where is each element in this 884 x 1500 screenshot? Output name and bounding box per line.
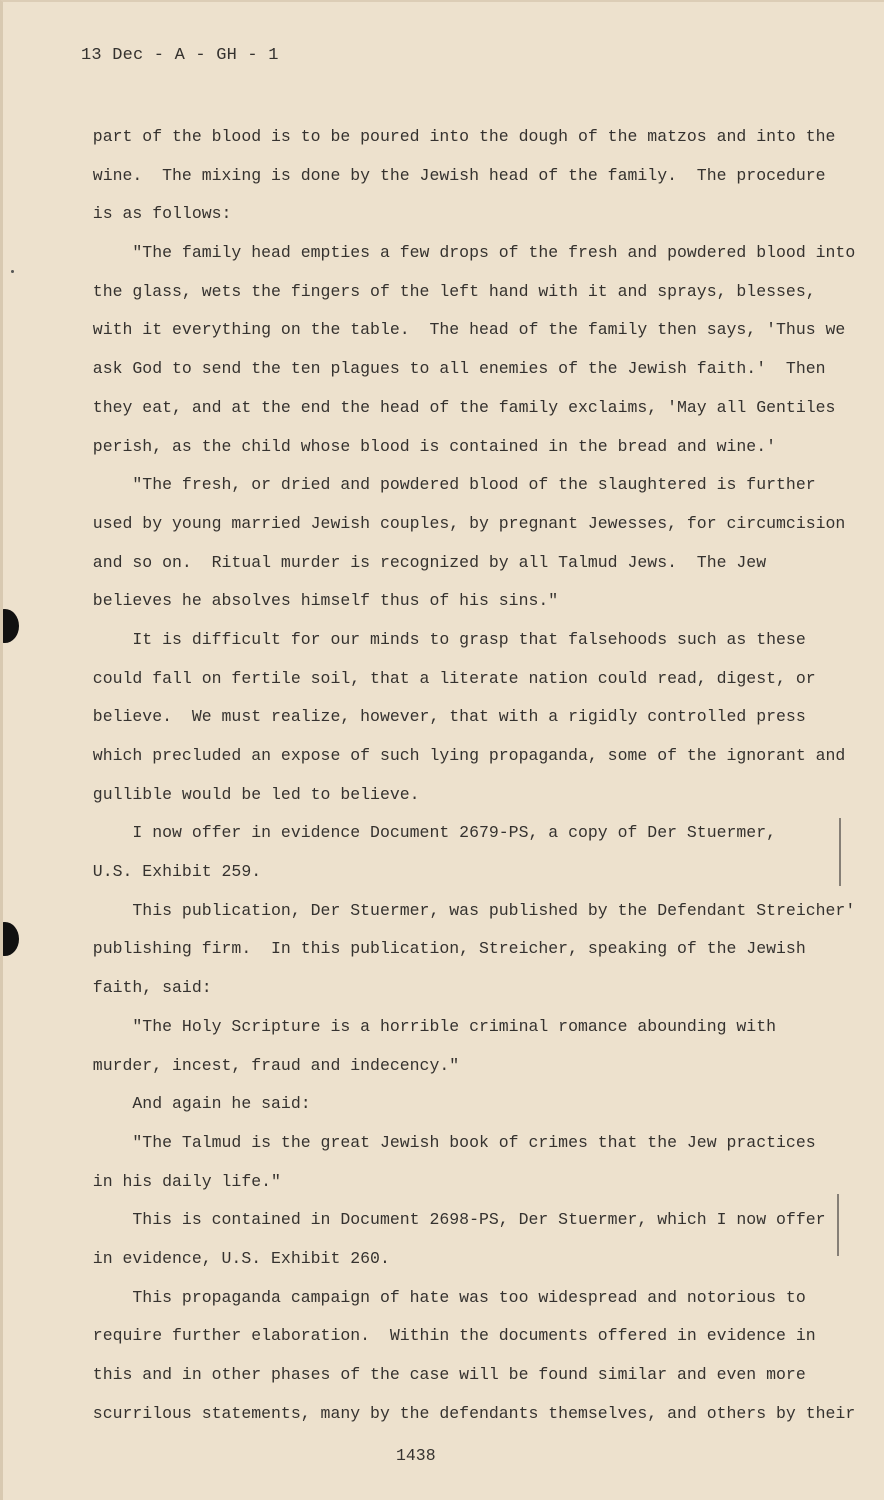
- text-line: "The Talmud is the great Jewish book of crimes that the Jew practices: [73, 1132, 816, 1152]
- text-line: in his daily life.": [73, 1171, 281, 1191]
- text-line: U.S. Exhibit 259.: [73, 862, 262, 882]
- text-line: wine. The mixing is done by the Jewish head of the family. The procedure: [73, 165, 826, 185]
- text-line: which precluded an expose of such lying propaganda, some of the ignorant and: [73, 746, 846, 765]
- page-number: 1438: [396, 1446, 436, 1465]
- text-line: This propaganda campaign of hate was too widespread and notorious to: [73, 1287, 806, 1307]
- margin-mark-upper: [839, 818, 841, 886]
- text-line: is as follows:: [73, 204, 232, 224]
- text-line: faith, said:: [73, 978, 212, 998]
- text-line: This is contained in Document 2698-PS, Der Stuermer, which I now offer: [73, 1210, 826, 1230]
- paper-speck: [11, 270, 14, 273]
- text-line: This publication, Der Stuermer, was published by the Defendant Streicher': [73, 900, 856, 920]
- margin-mark-lower: [837, 1194, 839, 1256]
- text-line: perish, as the child whose blood is contained in the bread and wine.': [73, 436, 777, 456]
- text-line: It is difficult for our minds to grasp that falsehoods such as these: [73, 629, 806, 649]
- text-line: with it everything on the table. The head of the family then says, 'Thus we: [73, 320, 846, 340]
- text-line: require further elaboration. Within the documents offered in evidence in: [73, 1326, 816, 1346]
- text-line: they eat, and at the end the head of the family exclaims, 'May all Gentiles: [73, 397, 836, 417]
- page-header: 13 Dec - A - GH - 1: [81, 46, 279, 65]
- text-line: could fall on fertile soil, that a literate nation could read, digest, or: [73, 668, 816, 688]
- text-line: murder, incest, fraud and indecency.": [73, 1055, 460, 1075]
- text-line: in evidence, U.S. Exhibit 260.: [73, 1248, 390, 1268]
- text-line: gullible would be led to believe.: [73, 784, 420, 804]
- text-line: publishing firm. In this publication, Streicher, speaking of the Jewish: [73, 939, 806, 959]
- text-line: "The Holy Scripture is a horrible criminal romance abounding with: [73, 1016, 777, 1036]
- text-line: the glass, wets the fingers of the left hand with it and sprays, blesses,: [73, 281, 816, 301]
- text-line: and so on. Ritual murder is recognized by all Talmud Jews. The Jew: [73, 552, 767, 572]
- punch-hole-upper: [0, 609, 19, 643]
- text-line: believes he absolves himself thus of his sins.": [73, 591, 559, 611]
- punch-hole-lower: [0, 922, 19, 956]
- text-line: And again he said:: [73, 1094, 311, 1114]
- text-line: I now offer in evidence Document 2679-PS, a copy of Der Stuermer,: [73, 823, 777, 843]
- text-line: scurrilous statements, many by the defendants themselves, and others by their: [73, 1403, 856, 1423]
- text-line: part of the blood is to be poured into the dough of the matzos and into the: [73, 127, 836, 146]
- text-line: this and in other phases of the case will be found similar and even more: [73, 1365, 806, 1384]
- document-body: [73, 118, 856, 1433]
- text-line: believe. We must realize, however, that with a rigidly controlled press: [73, 707, 806, 727]
- text-line: "The fresh, or dried and powdered blood of the slaughtered is further: [73, 475, 816, 495]
- text-line: used by young married Jewish couples, by pregnant Jewesses, for circumcision: [73, 513, 846, 533]
- text-line: "The family head empties a few drops of the fresh and powdered blood into: [73, 243, 856, 263]
- text-line: ask God to send the ten plagues to all enemies of the Jewish faith.' Then: [73, 359, 826, 379]
